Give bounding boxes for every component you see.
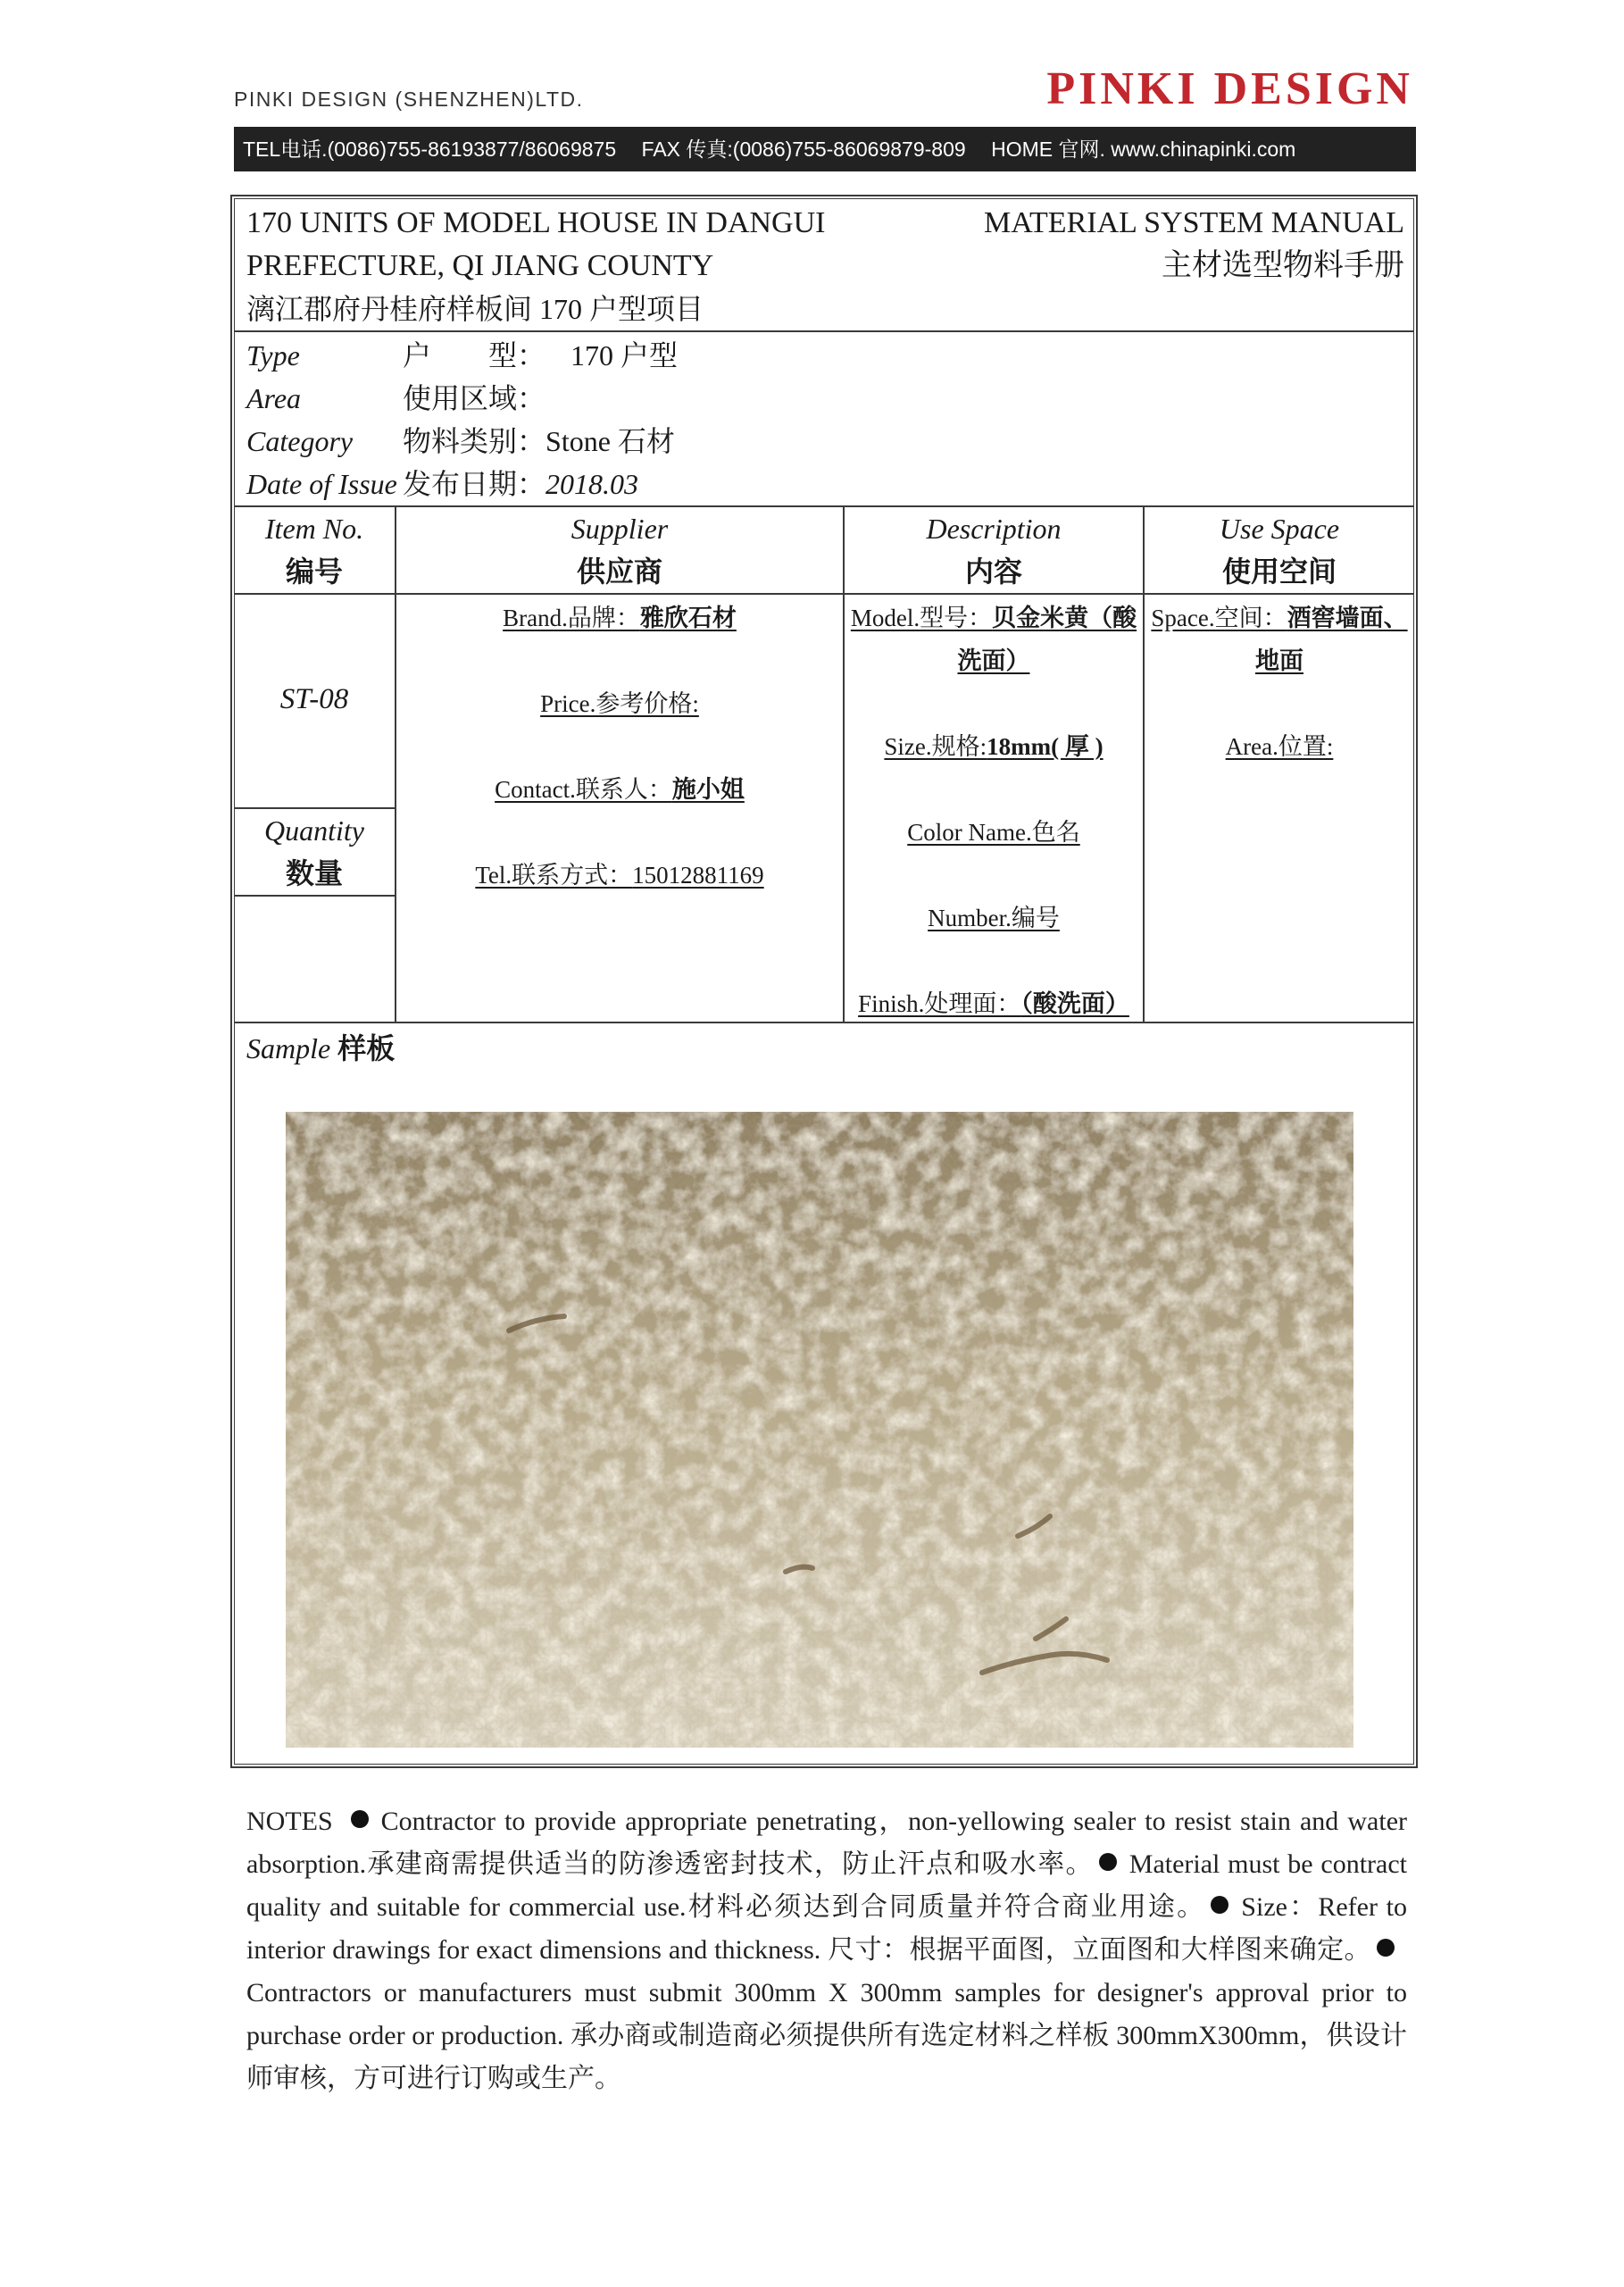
supplier-brand-value: 雅欣石材 [639,605,737,631]
header-item-cn: 编号 [285,555,343,588]
supplier-contact [396,768,843,811]
meta-date-value: 2018.03 [545,468,639,500]
fax-text: FAX 传真:(0086)755-86069879-809 [641,138,966,161]
header-use-space [1145,507,1414,593]
note-1: Contractor to provide appropriate penetrating，non-yellowing sealer to resist stain and water absorption.承建商需提供适当的防渗透密封技术，防止汗点和吸水率。 [246,1807,1407,1879]
meta-type [246,334,678,377]
meta-area-cn: 使用区域： [403,382,546,414]
meta-date [246,463,638,505]
brand-logo-text: PINKI DESIGN [1046,63,1413,114]
project-title-line-1: 170 UNITS OF MODEL HOUSE IN DANGUI [246,206,826,239]
sample-label-en: Sample [246,1032,331,1064]
meta-type-cn: 户 型： [403,339,546,371]
supplier-tel-value: 15012881169 [632,862,764,889]
description-number: Number.编号 [928,905,1060,931]
divider-table-header [234,593,1414,595]
space-value-2: 地面 [1255,647,1303,674]
header-description-en: Description [926,513,1062,545]
divider-quantity [234,895,395,897]
supplier-brand-label: Brand.品牌： [503,605,640,631]
notes-section [246,1800,1407,2100]
header-supplier-cn: 供应商 [576,555,662,588]
meta-type-en: Type [246,339,300,371]
divider-sample [234,1022,1414,1023]
bullet-icon [1099,1853,1117,1871]
description-finish-value: （酸洗面） [1020,990,1129,1017]
bullet-icon [1377,1939,1395,1957]
description-size-label: Size.规格: [884,733,987,760]
header-item-no [234,507,395,593]
project-title-en [246,202,826,288]
description-model-label: Model.型号： [850,605,993,631]
space-area: Area.位置: [1225,733,1334,760]
header-space-cn: 使用空间 [1221,555,1337,588]
manual-title [984,202,1404,288]
home-text[interactable]: HOME 官网. www.chinapinki.com [991,138,1296,161]
quantity-cn: 数量 [285,857,343,889]
header-description [845,507,1143,593]
header-description-cn: 内容 [964,555,1022,588]
description-model-value-1: 贝金米黄（酸 [992,605,1137,631]
meta-area-en: Area [246,382,302,414]
supplier-price: Price.参考价格: [540,690,699,717]
manual-title-cn: 主材选型物料手册 [1162,249,1404,282]
notes-label: NOTES [246,1807,333,1836]
meta-category-value: Stone 石材 [545,425,675,457]
tel-text: TEL电话.(0086)755-86193877/86069875 [243,138,617,161]
meta-category-en: Category [246,425,354,457]
contact-bar [234,127,1416,171]
project-title-line-2: PREFECTURE, QI JIANG COUNTY [246,249,714,282]
header-space-en: Use Space [1219,513,1340,545]
stone-texture [286,1112,1353,1748]
supplier-contact-value: 施小姐 [671,776,745,803]
description-size-value: 18mm( 厚 ) [987,733,1103,760]
supplier-tel [396,854,843,897]
meta-category [246,420,675,463]
supplier-brand [396,597,843,639]
meta-area [246,377,545,420]
space-value-1: 酒窖墙面、 [1287,605,1408,631]
bullet-icon [1211,1896,1228,1914]
supplier-contact-label: Contact.联系人： [495,776,672,803]
meta-date-cn: 发布日期： [403,468,546,500]
description-model-value-2: 洗面） [957,647,1030,674]
supplier-tel-label: Tel.联系方式： [475,862,633,889]
header-item-en: Item No. [264,513,364,545]
quantity-en: Quantity [264,814,364,847]
description-color-name: Color Name.色名 [907,819,1080,846]
description-model [845,597,1143,639]
stone-sample-image [286,1112,1353,1748]
project-title-cn: 漓江郡府丹桂府样板间 170 户型项目 [246,293,704,325]
divider-project [234,330,1414,332]
meta-date-en: Date of Issue [246,468,397,500]
meta-category-cn: 物料类别： [403,425,546,457]
note-4: Contractors or manufacturers must submit 300mm X 300mm samples for designer's approval prior to purchase order or production. 承办商或制造商必须提供所有选定材料之样板 300mmX300mm，供设计师审核，方可进行订购或生产。 [246,1978,1407,2093]
sample-label [246,1027,395,1070]
note-2: Material must be contract quality and suitable for commercial use.材料必须达到合同质量并符合商业用途。 [246,1849,1407,1922]
description-finish-label: Finish.处理面： [858,990,1021,1017]
quantity-header [234,809,395,895]
space-location [1145,597,1414,639]
manual-title-en: MATERIAL SYSTEM MANUAL [984,206,1404,239]
header-supplier-en: Supplier [570,513,669,545]
meta-type-value: 170 户型 [570,339,679,371]
note-3: Size：Refer to interior drawings for exact dimensions and thickness. 尺寸：根据平面图，立面图和大样图来确定。 [246,1892,1408,1965]
sample-label-cn: 样板 [337,1032,396,1064]
space-label: Space.空间： [1151,605,1287,631]
company-name: PINKI DESIGN (SHENZHEN)LTD. [234,88,584,111]
header-supplier [396,507,843,593]
description-finish [845,982,1143,1025]
description-size [845,725,1143,768]
bullet-icon [351,1810,369,1828]
item-number: ST-08 [279,683,349,715]
